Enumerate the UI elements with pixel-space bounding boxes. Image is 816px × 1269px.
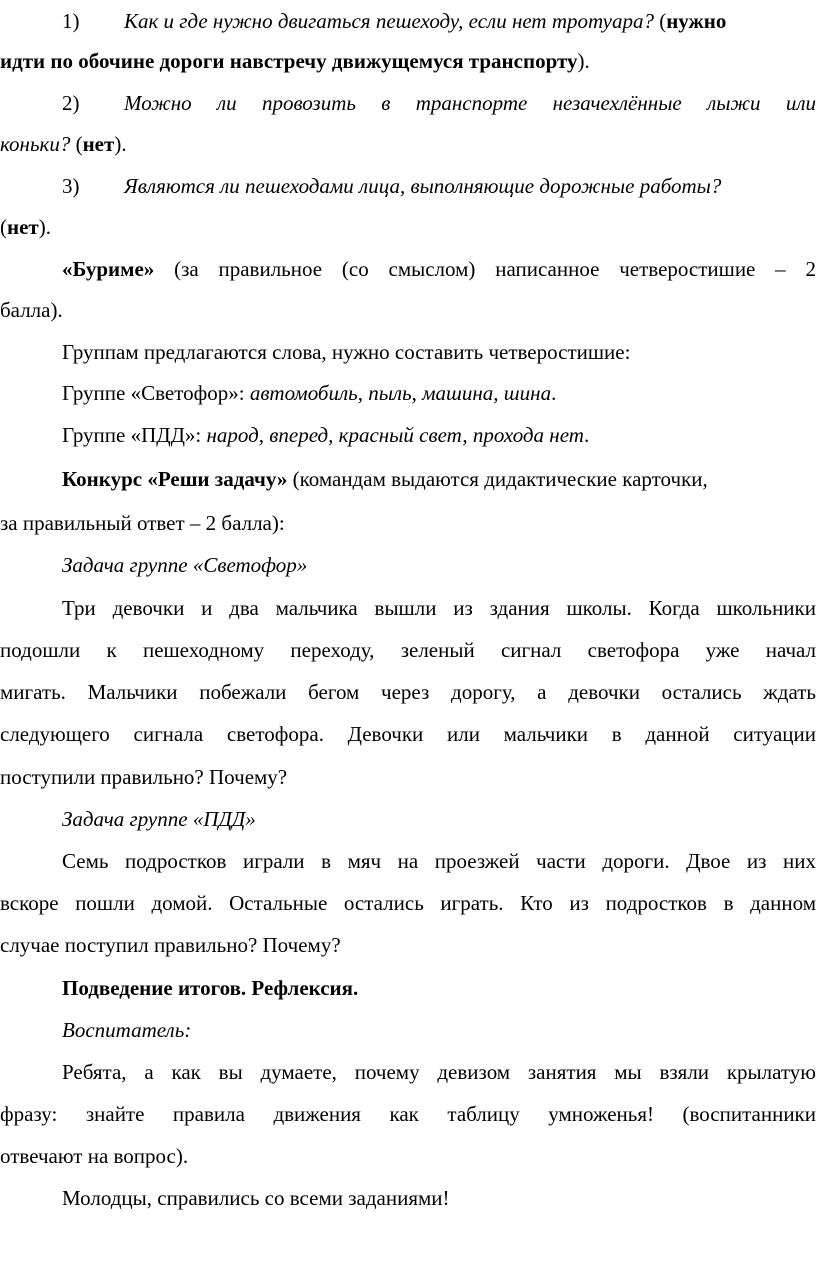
question-2-open-paren: ( bbox=[70, 132, 83, 156]
question-3-line-2 bbox=[0, 214, 816, 240]
contest-title: Конкурс «Реши задачу» bbox=[62, 467, 288, 491]
group-1-line bbox=[62, 380, 816, 406]
question-1-close: ). bbox=[577, 49, 590, 73]
question-2-text-start: Можно ли провозить в транспорте незачехлённые лыжи или bbox=[124, 91, 816, 115]
burime-line-1 bbox=[62, 256, 816, 282]
burime-line-2 bbox=[0, 297, 816, 323]
summary-title: Подведение итогов. Рефлексия. bbox=[62, 976, 359, 1000]
question-2-text-end: коньки? bbox=[0, 132, 71, 156]
contest-text-end: за правильный ответ – 2 балла): bbox=[0, 511, 285, 535]
question-3-number: 3) bbox=[62, 174, 80, 198]
question-2-line-2 bbox=[0, 131, 816, 157]
contest-line-1 bbox=[62, 466, 816, 492]
question-1-open-paren: ( bbox=[653, 9, 667, 33]
group-2-label: Группе «ПДД»: bbox=[62, 423, 207, 447]
task-1-line: мигать. Мальчики побежали бегом через дорогу, а девочки остались ждать bbox=[0, 680, 816, 704]
reflection-line: Ребята, а как вы думаете, почему девизом занятия мы взяли крылатую bbox=[62, 1060, 816, 1084]
closing-line: Молодцы, справились со всеми заданиями! bbox=[62, 1186, 450, 1210]
burime-text-start: (за правильное (со смыслом) написанное четверостишие – 2 bbox=[154, 257, 816, 281]
question-2-number: 2) bbox=[62, 91, 80, 115]
group-1-label: Группе «Светофор»: bbox=[62, 381, 250, 405]
group-2-line bbox=[62, 422, 816, 448]
task-2-line: вскоре пошли домой. Остальные остались играть. Кто из подростков в данном bbox=[0, 891, 816, 915]
task-2-heading: Задача группе «ПДД» bbox=[62, 807, 256, 831]
contest-line-2 bbox=[0, 510, 816, 536]
speaker-label: Воспитатель: bbox=[62, 1018, 192, 1042]
question-1-answer-start: нужно bbox=[666, 9, 727, 33]
contest-text-start: (командам выдаются дидактические карточки, bbox=[287, 467, 708, 491]
question-1-answer-rest: идти по обочине дороги навстречу движущемуся транспорту bbox=[0, 49, 578, 73]
question-2-line-1 bbox=[62, 90, 816, 116]
question-1-text: Как и где нужно двигаться пешеходу, если нет тротуара? bbox=[124, 9, 654, 33]
task-1-line: Три девочки и два мальчика вышли из здания школы. Когда школьники bbox=[62, 596, 816, 620]
groups-intro: Группам предлагаются слова, нужно составить четверостишие: bbox=[62, 340, 631, 364]
group-2-end: . bbox=[583, 423, 590, 447]
question-3-answer: нет bbox=[7, 215, 39, 239]
task-1-line: следующего сигнала светофора. Девочки или мальчики в данной ситуации bbox=[0, 722, 816, 746]
task-1-heading: Задача группе «Светофор» bbox=[62, 553, 308, 577]
task-1-line: поступили правильно? Почему? bbox=[0, 765, 288, 789]
question-1-line-1 bbox=[62, 8, 816, 34]
question-3-close: ). bbox=[38, 215, 51, 239]
question-2-answer: нет bbox=[82, 132, 115, 156]
task-1-line: подошли к пешеходному переходу, зеленый сигнал светофора уже начал bbox=[0, 638, 816, 662]
question-1-line-2 bbox=[0, 48, 816, 74]
reflection-line: отвечают на вопрос). bbox=[0, 1144, 189, 1168]
question-3-line-1 bbox=[62, 173, 816, 199]
burime-text-end: балла). bbox=[0, 298, 63, 322]
reflection-line: фразу: знайте правила движения как таблицу умноженья! (воспитанники bbox=[0, 1102, 816, 1126]
group-2-words: народ, вперед, красный свет, прохода нет bbox=[206, 423, 584, 447]
burime-title: «Буриме» bbox=[62, 257, 155, 281]
question-2-close: ). bbox=[114, 132, 127, 156]
question-3-open-paren: ( bbox=[0, 215, 7, 239]
group-1-words: автомобиль, пыль, машина, шина bbox=[249, 381, 552, 405]
group-1-end: . bbox=[551, 381, 557, 405]
question-3-text: Являются ли пешеходами лица, выполняющие дорожные работы? bbox=[124, 174, 722, 198]
task-2-line: Семь подростков играли в мяч на проезжей части дороги. Двое из них bbox=[62, 849, 816, 873]
task-2-line: случае поступил правильно? Почему? bbox=[0, 933, 341, 957]
question-1-number: 1) bbox=[62, 9, 80, 33]
